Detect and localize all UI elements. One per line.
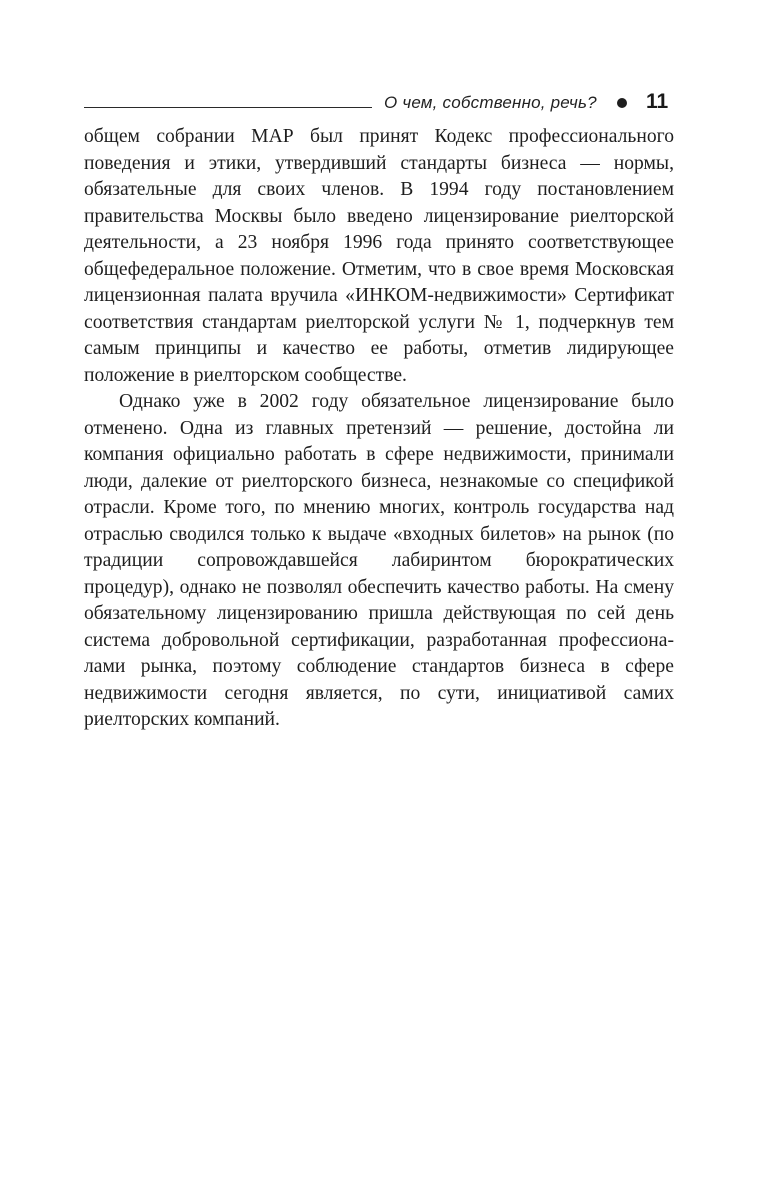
- running-head-title: О чем, собственно, речь?: [384, 93, 597, 112]
- paragraph-continued: общем собрании МАР был принят Кодекс профессионального поведения и этики, утвердивший стандарты бизнеса — нормы, обязательные для своих членов. В 1994 году постановлением правительства Москвы было введено лицензирование риелторской деятельности, а 23 ноября 1996 года принято соответствующее общефедеральное положение. Отметим, что в свое время Московская лицензионная палата вручила «ИНКОМ-недвижимости» Сертификат соответствия стандартам риелторской услуги № 1, подчеркнув тем самым принципы и качество ее работы, отметив лидирующее положение в риелторском сообществе.: [84, 126, 674, 386]
- page-number: 11: [646, 90, 669, 113]
- body-text: [84, 124, 674, 734]
- bullet-icon: [617, 98, 627, 108]
- header-rule: [84, 107, 372, 108]
- running-head: [84, 90, 674, 120]
- paragraph: Однако уже в 2002 году обязательное лицензирование было отменено. Одна из главных претензий — решение, достойна ли компания официально работать в сфере недвижимости, принимали люди, далекие от риелторского бизнеса, незнакомые со спецификой отрасли. Кроме того, по мнению многих, контроль государства над отраслью сводился только к выдаче «входных билетов» на рынок (по традиции сопровождавшейся лабиринтом бюрократических процедур), однако не позволял обеспечить качество работы. На смену обязательному лицензированию пришла действующая по сей день система добровольной сертификации, разработанная профессионалами рынка, поэтому соблюдение стандартов бизнеса в сфере недвижимости сегодня является, по сути, инициативой самих риелторских компаний.: [84, 391, 674, 730]
